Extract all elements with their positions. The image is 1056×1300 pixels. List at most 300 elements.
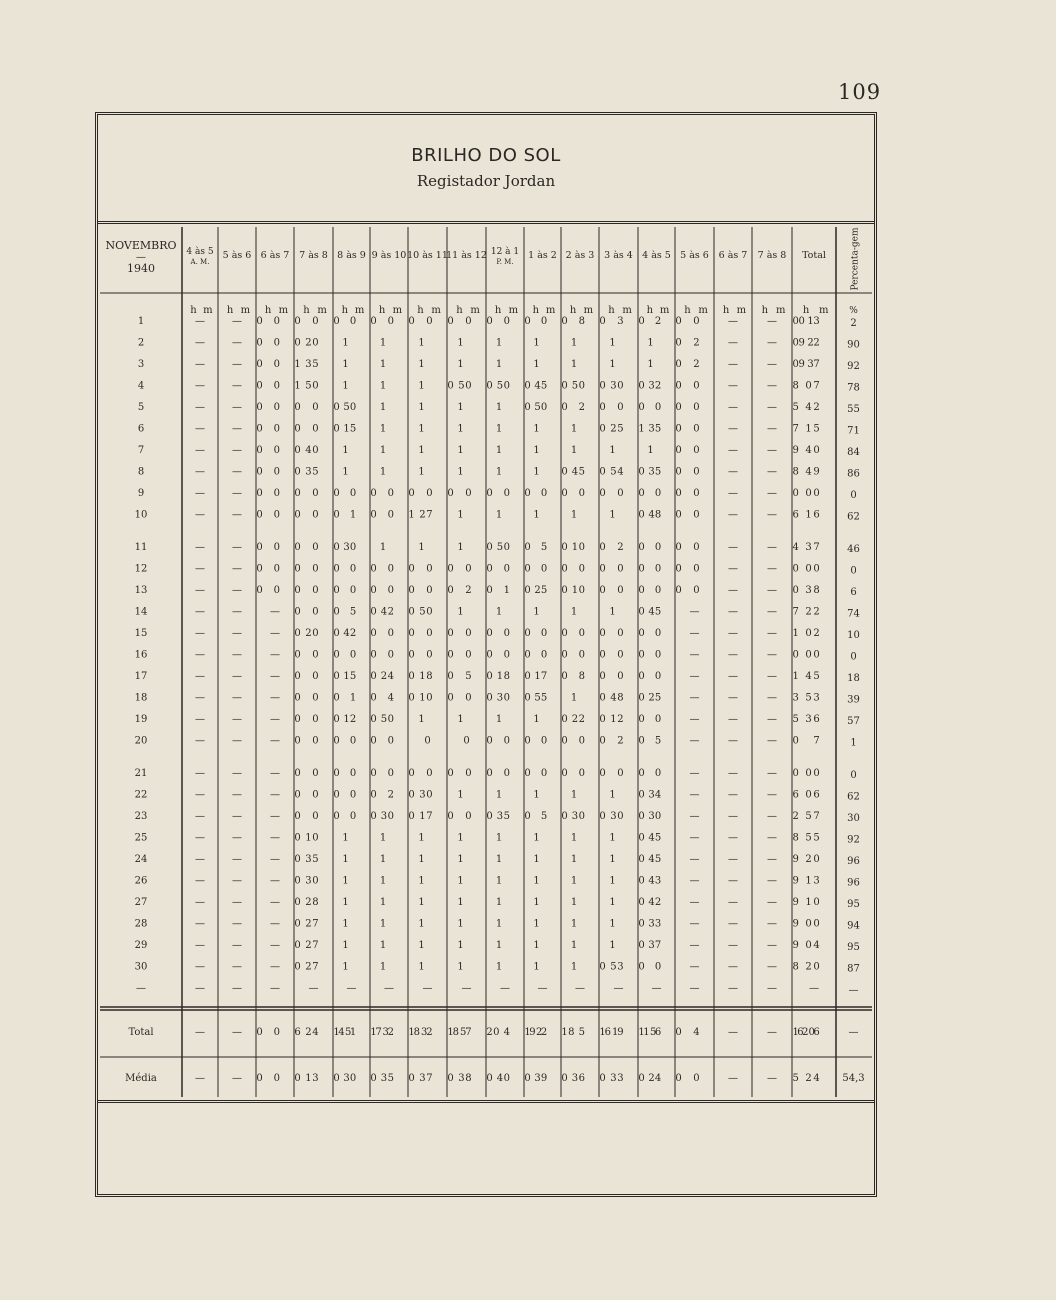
- table-cell: 0 0: [675, 542, 700, 553]
- media-cell: 5 24: [792, 1073, 820, 1084]
- total-percentage: —: [848, 1027, 859, 1038]
- table-cell: —: [651, 983, 662, 994]
- table-cell: 0 45: [638, 832, 662, 844]
- table-cell: —: [195, 897, 205, 908]
- table-cell: 1: [457, 509, 464, 521]
- table-cell: —: [270, 940, 280, 951]
- table-cell: 1: [495, 854, 503, 865]
- table-cell: 0 0: [294, 671, 319, 682]
- table-cell: —: [232, 509, 242, 521]
- table-cell: —: [728, 542, 738, 553]
- table-cell: —: [195, 542, 205, 553]
- table-cell: —: [232, 402, 242, 413]
- table-cell: 0 28: [294, 897, 319, 908]
- unit-minutes-label: m: [698, 305, 708, 316]
- total-label: Total: [128, 1027, 154, 1038]
- table-cell: —: [232, 961, 242, 973]
- percentage-cell: 46: [847, 544, 860, 555]
- table-cell: —: [728, 768, 738, 779]
- table-cell: 1: [418, 875, 425, 887]
- table-cell: 1: [609, 918, 616, 930]
- table-cell: —: [195, 380, 205, 392]
- table-cell: —: [232, 735, 242, 747]
- table-cell: —: [767, 671, 777, 682]
- table-cell: —: [195, 918, 205, 930]
- table-cell: 0 0: [256, 445, 280, 456]
- table-cell: —: [270, 692, 280, 704]
- table-cell: —: [232, 940, 242, 951]
- table-cell: —: [195, 735, 205, 747]
- table-cell: 1: [495, 897, 503, 908]
- table-cell: 1: [379, 423, 387, 435]
- table-cell: 0 0: [524, 735, 548, 747]
- table-cell: 0 0: [370, 488, 394, 499]
- table-cell: 0 0: [599, 563, 624, 575]
- table-cell: 1: [342, 832, 349, 844]
- table-cell: —: [767, 585, 777, 596]
- unit-hours-label: h: [417, 305, 424, 316]
- table-cell: 1: [457, 940, 464, 951]
- table-cell: 1: [379, 940, 387, 951]
- table-cell: —: [232, 768, 242, 779]
- column-header: 4 às 5: [186, 247, 214, 257]
- percentage-cell: 96: [847, 856, 860, 867]
- table-cell: —: [809, 983, 819, 994]
- percentage-cell: 84: [847, 447, 860, 458]
- column-header-sub: P. M.: [496, 258, 514, 266]
- table-cell: 0 0: [675, 509, 700, 521]
- table-cell: 0 0: [486, 628, 510, 639]
- table-cell: 0 0: [294, 563, 319, 575]
- day-label: 10: [134, 509, 148, 521]
- table-cell: 1: [609, 359, 616, 370]
- table-cell: —: [270, 735, 280, 747]
- table-cell: 1: [495, 714, 503, 725]
- table-cell: 0 0: [333, 649, 357, 661]
- table-cell: 0 0: [675, 316, 700, 327]
- total-cell: 0 4: [675, 1027, 700, 1038]
- table-cell: 0 0: [599, 402, 624, 413]
- table-cell: 0 34: [638, 789, 662, 801]
- table-cell: 0 0: [408, 649, 433, 661]
- table-cell: —: [232, 563, 242, 575]
- table-cell: 1: [495, 445, 503, 456]
- table-cell: —: [767, 509, 777, 521]
- table-cell: 0 0: [256, 563, 280, 575]
- table-cell: —: [195, 585, 205, 596]
- media-cell: —: [232, 1073, 242, 1084]
- table-cell: 00 13: [792, 316, 820, 327]
- table-cell: 1: [379, 445, 387, 456]
- day-label: 8: [137, 466, 145, 478]
- table-cell: —: [232, 585, 242, 596]
- table-cell: 0 0: [294, 423, 319, 435]
- table-cell: —: [728, 961, 738, 973]
- table-cell: —: [728, 649, 738, 661]
- table-cell: 0 0: [333, 768, 357, 779]
- table-cell: 0 0: [294, 768, 319, 779]
- table-cell: 9 00: [792, 918, 820, 930]
- table-cell: 0 0: [561, 735, 585, 747]
- table-cell: 0 27: [294, 918, 319, 930]
- table-cell: 0 5: [524, 811, 548, 822]
- table-cell: —: [689, 897, 700, 908]
- table-cell: 0 0: [486, 768, 510, 779]
- day-label: 24: [134, 854, 148, 865]
- table-cell: —: [232, 714, 242, 725]
- percentage-cell: 2: [850, 318, 857, 329]
- table-cell: 0 0: [675, 445, 700, 456]
- unit-minutes-label: m: [583, 305, 594, 316]
- table-cell: —: [195, 488, 205, 499]
- column-header: 5 às 6: [680, 250, 709, 261]
- table-cell: 0 0: [486, 563, 510, 575]
- table-cell: —: [232, 337, 242, 349]
- percentage-cell: 62: [847, 511, 860, 523]
- table-cell: 8 07: [792, 380, 820, 392]
- page-number: 109: [838, 80, 882, 104]
- table-cell: —: [195, 671, 205, 682]
- table-cell: —: [767, 940, 777, 951]
- table-cell: 1: [457, 832, 464, 844]
- media-cell: —: [728, 1073, 738, 1084]
- day-label: 4: [137, 380, 145, 392]
- table-cell: 0 30: [294, 875, 319, 887]
- total-cell: 17 32: [370, 1027, 394, 1038]
- table-cell: —: [689, 811, 700, 822]
- table-cell: —: [689, 649, 700, 661]
- table-cell: —: [728, 359, 738, 370]
- table-cell: 0 12: [333, 714, 357, 725]
- table-cell: —: [767, 628, 777, 639]
- table-cell: 1: [647, 359, 654, 370]
- table-cell: —: [195, 466, 205, 478]
- table-cell: 1: [418, 402, 425, 413]
- corner-year-label: 1940: [127, 262, 155, 275]
- unit-minutes-label: m: [508, 305, 519, 316]
- table-cell: —: [195, 714, 205, 725]
- media-cell: 0 40: [486, 1073, 510, 1084]
- table-cell: 1: [418, 423, 425, 435]
- table-cell: —: [728, 811, 738, 822]
- percentage-cell: 74: [847, 608, 860, 620]
- table-cell: 0 0: [256, 509, 280, 521]
- table-cell: 1: [495, 832, 503, 844]
- unit-hours-label: h: [341, 305, 349, 316]
- table-cell: —: [767, 445, 777, 456]
- table-cell: 1: [418, 380, 425, 392]
- table-cell: 1: [457, 875, 464, 887]
- table-cell: 1: [609, 897, 616, 908]
- table-cell: —: [232, 488, 242, 499]
- table-cell: —: [232, 671, 242, 682]
- table-cell: —: [270, 875, 280, 887]
- unit-minutes-label: m: [431, 305, 441, 316]
- table-cell: —: [232, 606, 242, 618]
- table-cell: 0 42: [333, 628, 357, 639]
- table-cell: —: [728, 509, 738, 521]
- table-cell: 0 0: [333, 316, 357, 327]
- table-cell: 1: [609, 875, 616, 887]
- table-cell: 1: [570, 854, 578, 865]
- table-cell: 0 0: [675, 488, 700, 499]
- day-label: 21: [134, 768, 148, 779]
- table-cell: 0 0: [447, 811, 472, 822]
- table-cell: 2 57: [792, 811, 820, 822]
- table-cell: 0 0: [599, 488, 624, 499]
- table-cell: —: [767, 542, 777, 553]
- unit-minutes-label: m: [470, 305, 480, 316]
- table-cell: 1: [457, 402, 464, 413]
- table-cell: —: [767, 337, 777, 349]
- table-cell: —: [195, 649, 205, 661]
- table-cell: —: [689, 854, 700, 865]
- table-cell: 1: [495, 466, 503, 478]
- table-cell: —: [195, 359, 205, 370]
- day-label: 28: [134, 918, 148, 930]
- table-cell: —: [689, 940, 700, 951]
- table-cell: 1: [342, 380, 349, 392]
- table-cell: 0 0: [294, 542, 319, 553]
- table-cell: —: [500, 983, 510, 994]
- table-cell: 1: [533, 509, 540, 521]
- table-cell: —: [767, 380, 777, 392]
- table-cell: —: [689, 606, 700, 618]
- table-cell: 0 0: [599, 649, 624, 661]
- table-cell: 0 22: [561, 714, 585, 725]
- table-cell: —: [537, 983, 548, 994]
- percentage-cell: 0: [850, 490, 857, 501]
- table-cell: —: [767, 768, 777, 779]
- unit-hours-label: h: [226, 305, 234, 316]
- table-cell: —: [270, 811, 280, 822]
- percentage-cell: 62: [847, 791, 860, 803]
- table-cell: 0 30: [486, 692, 510, 704]
- table-cell: 1 35: [294, 359, 319, 370]
- table-cell: 0 2: [599, 542, 624, 553]
- table-cell: —: [195, 692, 205, 704]
- table-cell: 6 16: [792, 509, 820, 521]
- total-cell: 16 19: [599, 1027, 624, 1038]
- table-cell: 1: [418, 337, 425, 349]
- table-cell: —: [232, 875, 242, 887]
- table-cell: 0 0: [638, 961, 662, 973]
- table-cell: 1: [418, 359, 425, 370]
- table-cell: —: [195, 940, 205, 951]
- table-cell: 0 0: [408, 488, 433, 499]
- unit-percent-label: %: [849, 306, 858, 316]
- table-cell: 1: [379, 897, 387, 908]
- table-cell: —: [195, 854, 205, 865]
- table-cell: 0 50: [408, 606, 433, 618]
- table-cell: 1: [457, 445, 464, 456]
- table-cell: —: [195, 509, 205, 521]
- day-label: —: [136, 983, 146, 994]
- table-cell: —: [232, 832, 242, 844]
- table-cell: —: [728, 466, 738, 478]
- table-cell: 1: [342, 359, 349, 370]
- total-cell: —: [195, 1027, 205, 1038]
- table-cell: 1: [570, 509, 578, 521]
- table-cell: 1: [379, 359, 387, 370]
- table-cell: 0 00: [792, 488, 820, 499]
- table-cell: —: [689, 789, 700, 801]
- unit-hours-label: h: [456, 305, 463, 316]
- table-cell: 1: [379, 961, 387, 973]
- column-header: 6 às 7: [260, 250, 290, 261]
- table-cell: 1: [379, 380, 387, 392]
- table-cell: 0 0: [524, 563, 548, 575]
- table-cell: 1: [342, 337, 349, 349]
- table-cell: 1: [533, 359, 540, 370]
- table-cell: —: [728, 445, 738, 456]
- table-cell: 0 0: [370, 649, 394, 661]
- table-cell: 0 0: [333, 735, 357, 747]
- table-cell: 0 0: [370, 316, 394, 327]
- media-cell: 0 35: [370, 1073, 394, 1084]
- table-cell: 09 37: [792, 359, 820, 370]
- table-cell: 0 0: [256, 337, 280, 349]
- total-cell: 18 57: [447, 1027, 472, 1038]
- media-cell: 0 39: [524, 1073, 548, 1084]
- column-header: 10 às 11: [407, 250, 448, 261]
- table-cell: 0 50: [561, 380, 585, 392]
- percentage-cell: 0: [850, 565, 857, 577]
- page-title: BRILHO DO SOL: [411, 145, 561, 166]
- table-cell: 0 0: [408, 768, 433, 779]
- table-cell: 0 0: [370, 585, 394, 596]
- unit-hours-label: h: [761, 305, 769, 316]
- table-cell: 0 0: [675, 563, 700, 575]
- table-cell: 1: [533, 854, 540, 865]
- table-cell: 1: [418, 918, 425, 930]
- table-cell: 1: [457, 897, 464, 908]
- table-cell: 1: [609, 337, 616, 349]
- table-cell: 1: [495, 875, 503, 887]
- table-cell: 1: [570, 337, 578, 349]
- table-cell: 0 0: [256, 359, 280, 370]
- table-cell: 1: [570, 359, 578, 370]
- total-cell: 162 06: [792, 1027, 820, 1038]
- table-cell: 1: [570, 832, 578, 844]
- table-cell: 1: [418, 542, 425, 553]
- table-cell: 0 18: [486, 671, 510, 682]
- table-cell: —: [195, 768, 205, 779]
- table-cell: 1: [533, 875, 540, 887]
- percentage-cell: 94: [847, 920, 860, 932]
- column-header: 9 às 10: [371, 250, 407, 261]
- table-cell: 1: [609, 854, 616, 865]
- table-cell: 1: [533, 606, 540, 618]
- percentage-cell: 92: [847, 834, 860, 846]
- table-cell: —: [728, 832, 738, 844]
- table-cell: 0 0: [638, 542, 662, 553]
- table-cell: 0 0: [370, 563, 394, 575]
- table-cell: 0 0: [638, 488, 662, 499]
- media-percentage: 54,3: [842, 1073, 865, 1084]
- table-cell: 1: [418, 445, 425, 456]
- day-label: 9: [137, 488, 145, 499]
- table-cell: 1: [570, 423, 578, 435]
- table-cell: 0 0: [294, 488, 319, 499]
- percentage-cell: 39: [847, 694, 860, 706]
- table-cell: 1: [570, 961, 578, 973]
- unit-hours-label: h: [264, 305, 272, 316]
- table-cell: —: [195, 402, 205, 413]
- media-cell: 0 33: [599, 1073, 624, 1084]
- unit-minutes-label: m: [240, 305, 251, 316]
- table-cell: 0 0: [294, 316, 319, 327]
- table-cell: 1: [533, 789, 540, 801]
- table-cell: 0 42: [370, 606, 394, 618]
- table-cell: 0 25: [638, 692, 662, 704]
- total-cell: 20 4: [486, 1027, 510, 1038]
- table-cell: 0 48: [599, 692, 624, 704]
- table-cell: 1: [418, 961, 425, 973]
- table-cell: 1: [495, 423, 503, 435]
- table-frame: [95, 112, 877, 1197]
- table-cell: 0 55: [524, 692, 548, 704]
- total-cell: 14 51: [333, 1027, 357, 1038]
- total-cell: —: [232, 1027, 242, 1038]
- page-subtitle: Registador Jordan: [416, 172, 556, 190]
- table-cell: —: [270, 714, 280, 725]
- table-cell: 0 53: [599, 961, 624, 973]
- table-cell: 0 42: [638, 897, 662, 908]
- table-cell: 0 2: [638, 316, 662, 327]
- table-cell: 0 3: [599, 316, 624, 327]
- table-cell: 1: [418, 940, 425, 951]
- table-cell: 1: [379, 402, 387, 413]
- table-cell: 0 0: [447, 649, 472, 661]
- table-cell: 0 45: [638, 606, 662, 618]
- title-block: [98, 145, 874, 190]
- table-cell: 0 0: [524, 768, 548, 779]
- table-cell: —: [232, 649, 242, 661]
- table-cell: 0 50: [370, 714, 394, 725]
- table-cell: 1: [570, 692, 578, 704]
- table-cell: —: [767, 918, 777, 930]
- table-cell: 0 0: [675, 585, 700, 596]
- percentage-cell: 87: [847, 963, 860, 975]
- table-cell: 0 0: [599, 671, 624, 682]
- table-cell: 0 20: [294, 628, 319, 639]
- table-cell: —: [195, 961, 205, 973]
- column-header: 3 às 4: [604, 250, 633, 261]
- unit-hours-label: h: [532, 305, 540, 316]
- media-cell: 0 13: [294, 1073, 319, 1084]
- table-cell: 0 2: [370, 789, 394, 801]
- table-cell: 1: [570, 897, 578, 908]
- table-cell: 0 0: [294, 692, 319, 704]
- table-cell: —: [346, 983, 357, 994]
- table-cell: 7 15: [792, 423, 820, 435]
- table-cell: —: [613, 983, 624, 994]
- table-cell: 1: [457, 961, 464, 973]
- table-cell: 0 0: [447, 563, 472, 575]
- unit-hours-label: h: [494, 305, 502, 316]
- unit-minutes-label: m: [203, 305, 213, 316]
- table-cell: —: [270, 854, 280, 865]
- column-header: 7 às 8: [757, 250, 787, 261]
- table-cell: —: [728, 585, 738, 596]
- table-cell: 0 15: [333, 423, 357, 435]
- table-cell: —: [689, 671, 700, 682]
- table-cell: 1: [609, 445, 616, 456]
- percentage-cell: 10: [847, 630, 860, 641]
- table-cell: —: [728, 918, 738, 930]
- table-cell: 1: [457, 359, 464, 370]
